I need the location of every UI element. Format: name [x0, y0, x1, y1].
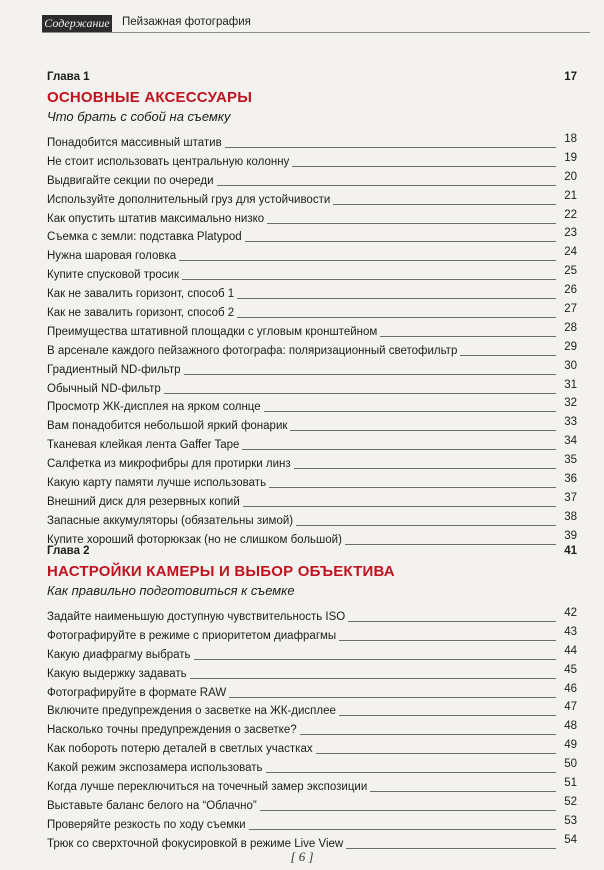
toc-entry-page: 44	[564, 644, 577, 657]
dot-leader	[266, 772, 556, 773]
toc-entry-page: 42	[564, 607, 577, 619]
toc-entry[interactable]	[47, 491, 577, 509]
toc-entry[interactable]	[47, 378, 577, 396]
toc-entry-title: Как не завалить горизонт, способ 1	[47, 288, 235, 301]
toc-entry-title: В арсенале каждого пейзажного фотографа: поляризационный светофильтр	[47, 344, 458, 357]
toc-entry-title: Используйте дополнительный груз для устойчивости	[47, 193, 331, 206]
chapter-label: Глава 1	[47, 71, 90, 83]
chapter-subtitle: Что брать с собой на съемку	[47, 109, 231, 124]
dot-leader	[260, 810, 556, 811]
toc-entry-title: Какую диафрагму выбрать	[47, 648, 191, 661]
toc-entry-page: 37	[564, 491, 577, 504]
dot-leader	[237, 298, 556, 299]
dot-leader	[333, 204, 556, 205]
dot-leader	[348, 621, 556, 622]
toc-entry-title: Насколько точны предупреждения о засветке?	[47, 724, 297, 737]
dot-leader	[370, 791, 556, 792]
toc-entry-title: Как побороть потерю деталей в светлых участках	[47, 743, 313, 756]
toc-entry-title: Съемка с земли: подставка Platypod	[47, 231, 242, 244]
dot-leader	[245, 241, 556, 242]
dot-leader	[316, 753, 556, 754]
toc-entry[interactable]	[47, 644, 577, 662]
toc-entry-title: Включите предупреждения о засветке на ЖК-дисплее	[47, 705, 336, 718]
toc-entry[interactable]	[47, 359, 577, 377]
toc-entry[interactable]	[47, 606, 577, 624]
toc-entry-page: 31	[564, 378, 577, 391]
dot-leader	[339, 640, 556, 641]
dot-leader	[267, 223, 556, 224]
toc-entry-title: Как не завалить горизонт, способ 2	[47, 307, 235, 320]
toc-entry-title: Вам понадобится небольшой яркий фонарик	[47, 420, 288, 433]
dot-leader	[242, 449, 556, 450]
toc-entry-title: Какую выдержку задавать	[47, 667, 187, 680]
toc-entry-page: 18	[564, 133, 577, 145]
toc-entry[interactable]	[47, 795, 577, 813]
toc-entry-page: 19	[564, 151, 577, 164]
toc-entry[interactable]	[47, 340, 577, 358]
toc-entry-page: 49	[564, 739, 577, 752]
toc-entry[interactable]	[47, 208, 577, 226]
toc-entry[interactable]	[47, 321, 577, 339]
dot-leader	[292, 166, 556, 167]
toc-entry[interactable]	[47, 283, 577, 301]
toc-entry[interactable]	[47, 472, 577, 490]
dot-leader	[229, 697, 556, 698]
dot-leader	[164, 393, 556, 394]
toc-entry[interactable]	[47, 245, 577, 263]
toc-entry-page: 22	[564, 208, 577, 221]
toc-entry-title: Преимущества штативной площадки с угловым кронштейном	[47, 325, 378, 338]
toc-entry[interactable]	[47, 415, 577, 433]
dot-leader	[339, 715, 556, 716]
toc-entry-title: Какой режим экспозамера использовать	[47, 762, 263, 775]
toc-entry-page: 20	[564, 170, 577, 183]
toc-entry-page: 24	[564, 246, 577, 259]
chapter-page-number[interactable]: 41	[564, 545, 577, 557]
toc-entry-page: 43	[564, 625, 577, 638]
toc-entry-title: Выдвигайте секции по очереди	[47, 174, 214, 187]
toc-entry[interactable]	[47, 396, 577, 414]
toc-entry-page: 32	[564, 397, 577, 410]
dot-leader	[294, 468, 556, 469]
toc-entry-page: 30	[564, 359, 577, 372]
toc-entry[interactable]	[47, 682, 577, 700]
toc-entry-title: Фотографируйте в режиме с приоритетом диафрагмы	[47, 629, 337, 642]
toc-entry[interactable]	[47, 757, 577, 775]
dot-leader	[179, 260, 556, 261]
book-title: Пейзажная фотография	[122, 16, 251, 28]
dot-leader	[380, 336, 556, 337]
chapter-page-number[interactable]: 17	[564, 71, 577, 83]
chapter-header	[47, 71, 577, 87]
dot-leader	[249, 829, 556, 830]
dot-leader	[217, 185, 557, 186]
toc-entry-page: 38	[564, 510, 577, 523]
dot-leader	[225, 147, 556, 148]
toc-entry[interactable]	[47, 453, 577, 471]
toc-entry-page: 28	[564, 321, 577, 334]
toc-entry-page: 54	[564, 833, 577, 846]
toc-entry-title: Выставьте баланс белого на “Облачно”	[47, 799, 257, 812]
page-number-footer: [ 6 ]	[290, 849, 314, 864]
toc-entry-page: 33	[564, 416, 577, 429]
toc-entry-title: Обычный ND-фильтр	[47, 382, 161, 395]
chapter-1	[47, 71, 577, 548]
toc-entry-page: 26	[564, 284, 577, 297]
dot-leader	[296, 525, 556, 526]
toc-entry-page: 53	[564, 814, 577, 827]
toc-entry-title: Какую карту памяти лучше использовать	[47, 477, 267, 490]
toc-entry-page: 50	[564, 758, 577, 771]
toc-entry-title: Проверяйте резкость по ходу съемки	[47, 818, 246, 831]
toc-entry-page: 51	[564, 777, 577, 790]
toc-entry-title: Задайте наименьшую доступную чувствительность ISO	[47, 611, 346, 623]
toc-entry-title: Внешний диск для резервных копий	[47, 495, 240, 508]
toc-entry-title: Градиентный ND-фильтр	[47, 363, 181, 376]
toc-entry[interactable]	[47, 814, 577, 832]
toc-entry-page: 36	[564, 473, 577, 486]
chapter-label: Глава 2	[47, 545, 90, 557]
toc-entry-page: 46	[564, 682, 577, 695]
toc-entry[interactable]	[47, 529, 577, 547]
toc-entry-page: 47	[564, 701, 577, 714]
toc-entry-page: 34	[564, 435, 577, 448]
toc-entry[interactable]	[47, 510, 577, 528]
toc-list	[47, 132, 577, 547]
chapter-header	[47, 545, 577, 561]
toc-entry-title: Просмотр ЖК-дисплея на ярком солнце	[47, 401, 261, 414]
dot-leader	[190, 678, 556, 679]
toc-entry-title: Трюк со сверхточной фокусировкой в режиме Live View	[47, 837, 344, 850]
toc-entry-page: 35	[564, 454, 577, 467]
toc-list	[47, 606, 577, 851]
toc-entry[interactable]	[47, 264, 577, 282]
toc-entry-title: Нужна шаровая головка	[47, 250, 177, 263]
dot-leader	[182, 279, 556, 280]
toc-entry[interactable]	[47, 738, 577, 756]
toc-entry-title: Салфетка из микрофибры для протирки линз	[47, 458, 291, 471]
toc-entry-page: 39	[564, 529, 577, 542]
chapter-2	[47, 545, 577, 852]
toc-entry-title: Купите спусковой тросик	[47, 269, 179, 282]
dot-leader	[194, 659, 556, 660]
toc-entry[interactable]	[47, 170, 577, 188]
toc-entry[interactable]	[47, 719, 577, 737]
toc-entry-title: Купите хороший фоторюкзак (но не слишком большой)	[47, 533, 342, 546]
chapter-title[interactable]: ОСНОВНЫЕ АКСЕССУАРЫ	[47, 89, 253, 106]
toc-entry[interactable]	[47, 226, 577, 244]
toc-entry-page: 48	[564, 720, 577, 733]
toc-entry-title: Понадобится массивный штатив	[47, 137, 222, 149]
toc-entry-page: 29	[564, 340, 577, 353]
toc-entry[interactable]	[47, 663, 577, 681]
dot-leader	[237, 317, 556, 318]
toc-entry[interactable]	[47, 189, 577, 207]
toc-entry-page: 25	[564, 265, 577, 278]
chapter-subtitle: Как правильно подготовиться к съемке	[47, 583, 295, 598]
toc-entry-page: 21	[564, 189, 577, 202]
toc-entry-page: 23	[564, 227, 577, 240]
dot-leader	[460, 355, 556, 356]
running-header	[42, 12, 590, 33]
toc-entry-page: 27	[564, 303, 577, 316]
dot-leader	[300, 734, 556, 735]
toc-entry-title: Когда лучше переключиться на точечный замер экспозиции	[47, 781, 368, 794]
toc-entry-page: 52	[564, 795, 577, 808]
toc-entry-title: Не стоит использовать центральную колонну	[47, 155, 290, 168]
toc-entry-title: Запасные аккумуляторы (обязательны зимой)	[47, 514, 294, 527]
toc-entry[interactable]	[47, 700, 577, 718]
toc-entry[interactable]	[47, 833, 577, 851]
toc-entry[interactable]	[47, 132, 577, 150]
toc-entry[interactable]	[47, 625, 577, 643]
toc-entry[interactable]	[47, 776, 577, 794]
dot-leader	[184, 374, 556, 375]
toc-entry-title: Фотографируйте в формате RAW	[47, 686, 227, 699]
toc-entry-page: 45	[564, 663, 577, 676]
chapter-title[interactable]: НАСТРОЙКИ КАМЕРЫ И ВЫБОР ОБЪЕКТИВА	[47, 563, 395, 580]
toc-entry[interactable]	[47, 151, 577, 169]
section-tab: Содержание	[42, 15, 112, 32]
toc-entry-title: Тканевая клейкая лента Gaffer Tape	[47, 439, 240, 452]
dot-leader	[290, 430, 556, 431]
toc-entry-title: Как опустить штатив максимально низко	[47, 212, 265, 225]
dot-leader	[269, 487, 556, 488]
toc-entry[interactable]	[47, 302, 577, 320]
dot-leader	[264, 411, 556, 412]
toc-entry[interactable]	[47, 434, 577, 452]
dot-leader	[243, 506, 556, 507]
